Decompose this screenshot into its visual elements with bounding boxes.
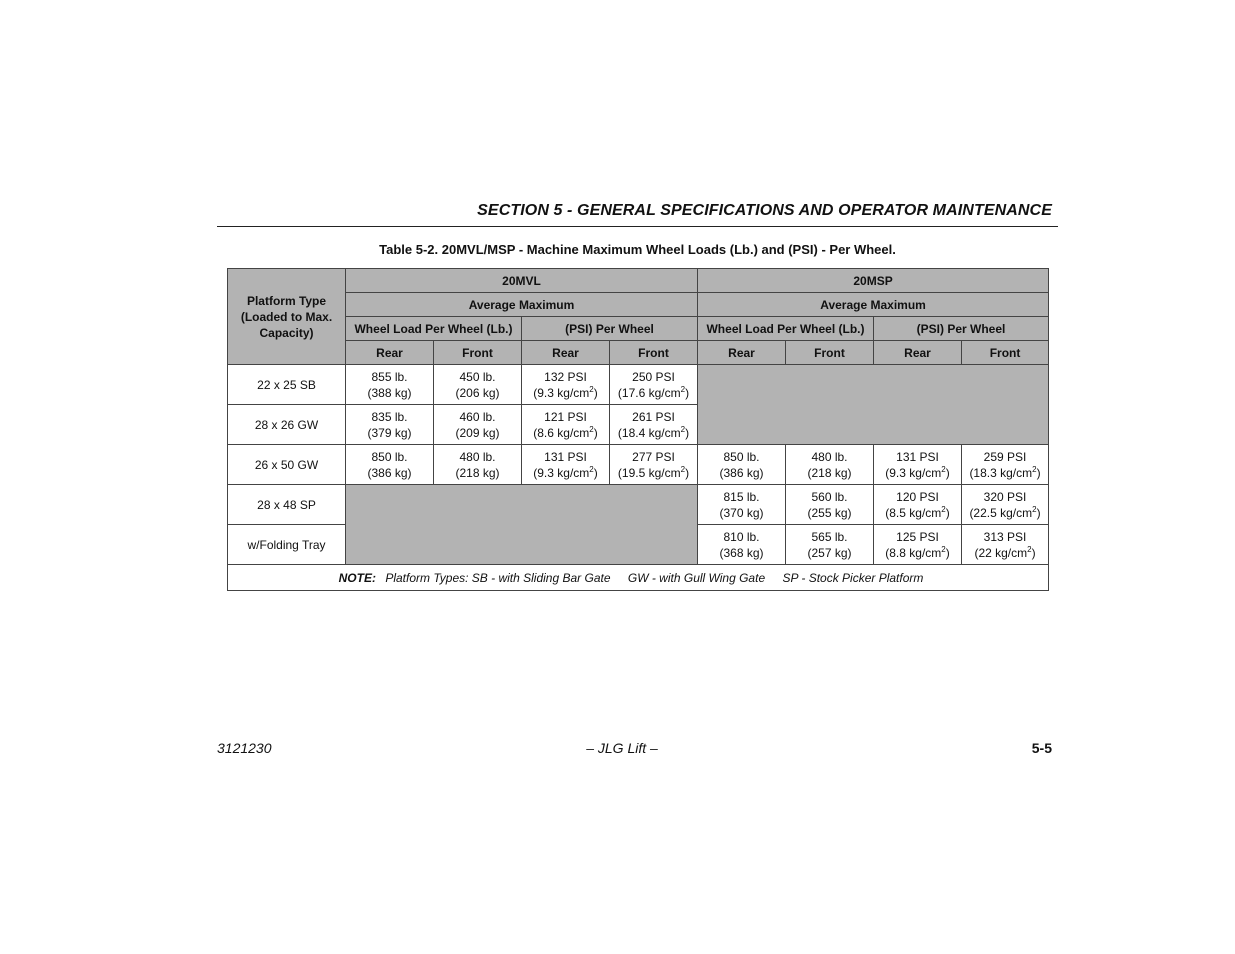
column-header: Rear (346, 341, 434, 365)
value-cell: 259 PSI (18.3 $kg/cm^2$) (962, 445, 1049, 485)
section-title: SECTION 5 - GENERAL SPECIFICATIONS AND OPERATOR MAINTENANCE (477, 202, 1052, 219)
column-header: Rear (698, 341, 786, 365)
column-header: Front (786, 341, 874, 365)
value-cell: 313 PSI (22 $kg/cm^2$) (962, 525, 1049, 565)
value-cell: 132 PSI (9.3 $kg/cm^2$) (522, 365, 610, 405)
note-item: GW - with Gull Wing Gate (627, 570, 766, 585)
column-header: Front (962, 341, 1049, 365)
value-cell: 855 lb. (388 kg) (346, 365, 434, 405)
value-cell: 320 PSI (22.5 $kg/cm^2$) (962, 485, 1049, 525)
note-item: Platform Types: SB - with Sliding Bar Gate (385, 570, 611, 585)
value-cell: 835 lb. (379 kg) (346, 405, 434, 445)
value-cell: 815 lb. (370 kg) (698, 485, 786, 525)
model-header-20mvl: 20MVL (346, 269, 698, 293)
value-cell: 480 lb. (218 kg) (434, 445, 522, 485)
value-cell: 261 PSI (18.4 $kg/cm^2$) (610, 405, 698, 445)
platform-cell: 22 x 25 SB (228, 365, 346, 405)
footer-brand: – JLG Lift – (586, 740, 658, 756)
column-header: Front (610, 341, 698, 365)
platform-cell: 28 x 26 GW (228, 405, 346, 445)
psi-header-20msp: (PSI) Per Wheel (874, 317, 1049, 341)
wheel-load-header-20mvl: Wheel Load Per Wheel (Lb.) (346, 317, 522, 341)
value-cell: 450 lb. (206 kg) (434, 365, 522, 405)
average-maximum-header-20msp: Average Maximum (698, 293, 1049, 317)
platform-cell: w/Folding Tray (228, 525, 346, 565)
note-row (228, 565, 1049, 591)
psi-header-20mvl: (PSI) Per Wheel (522, 317, 698, 341)
document-number: 3121230 (217, 740, 272, 756)
wheel-load-table (227, 268, 1049, 591)
table-row (228, 365, 1049, 405)
value-cell: 131 PSI (9.3 $kg/cm^2$) (874, 445, 962, 485)
platform-cell: 28 x 48 SP (228, 485, 346, 525)
average-maximum-header-20mvl: Average Maximum (346, 293, 698, 317)
value-cell: 810 lb. (368 kg) (698, 525, 786, 565)
value-cell: 250 PSI (17.6 $kg/cm^2$) (610, 365, 698, 405)
column-header: Rear (874, 341, 962, 365)
value-cell: 565 lb. (257 kg) (786, 525, 874, 565)
value-cell: 125 PSI (8.8 $kg/cm^2$) (874, 525, 962, 565)
note-cell (228, 565, 1049, 591)
table-row (228, 485, 1049, 525)
not-applicable-block-20mvl (346, 485, 698, 565)
value-cell: 277 PSI (19.5 $kg/cm^2$) (610, 445, 698, 485)
note-item: SP - Stock Picker Platform (782, 570, 924, 585)
value-cell: 131 PSI (9.3 $kg/cm^2$) (522, 445, 610, 485)
table-caption: Table 5-2. 20MVL/MSP - Machine Maximum Wheel Loads (Lb.) and (PSI) - Per Wheel. (379, 242, 896, 257)
platform-cell: 26 x 50 GW (228, 445, 346, 485)
column-header: Rear (522, 341, 610, 365)
model-header-20msp: 20MSP (698, 269, 1049, 293)
value-cell: 850 lb. (386 kg) (698, 445, 786, 485)
platform-type-header: Platform Type (Loaded to Max. Capacity) (228, 269, 346, 365)
section-divider (217, 226, 1058, 227)
value-cell: 850 lb. (386 kg) (346, 445, 434, 485)
value-cell: 480 lb. (218 kg) (786, 445, 874, 485)
column-header: Front (434, 341, 522, 365)
note-label: NOTE: (338, 570, 376, 585)
value-cell: 121 PSI (8.6 $kg/cm^2$) (522, 405, 610, 445)
value-cell: 560 lb. (255 kg) (786, 485, 874, 525)
table-row (228, 445, 1049, 485)
value-cell: 460 lb. (209 kg) (434, 405, 522, 445)
page-number: 5-5 (1031, 740, 1052, 756)
not-applicable-block-20msp (698, 365, 1049, 445)
value-cell: 120 PSI (8.5 $kg/cm^2$) (874, 485, 962, 525)
wheel-load-header-20msp: Wheel Load Per Wheel (Lb.) (698, 317, 874, 341)
